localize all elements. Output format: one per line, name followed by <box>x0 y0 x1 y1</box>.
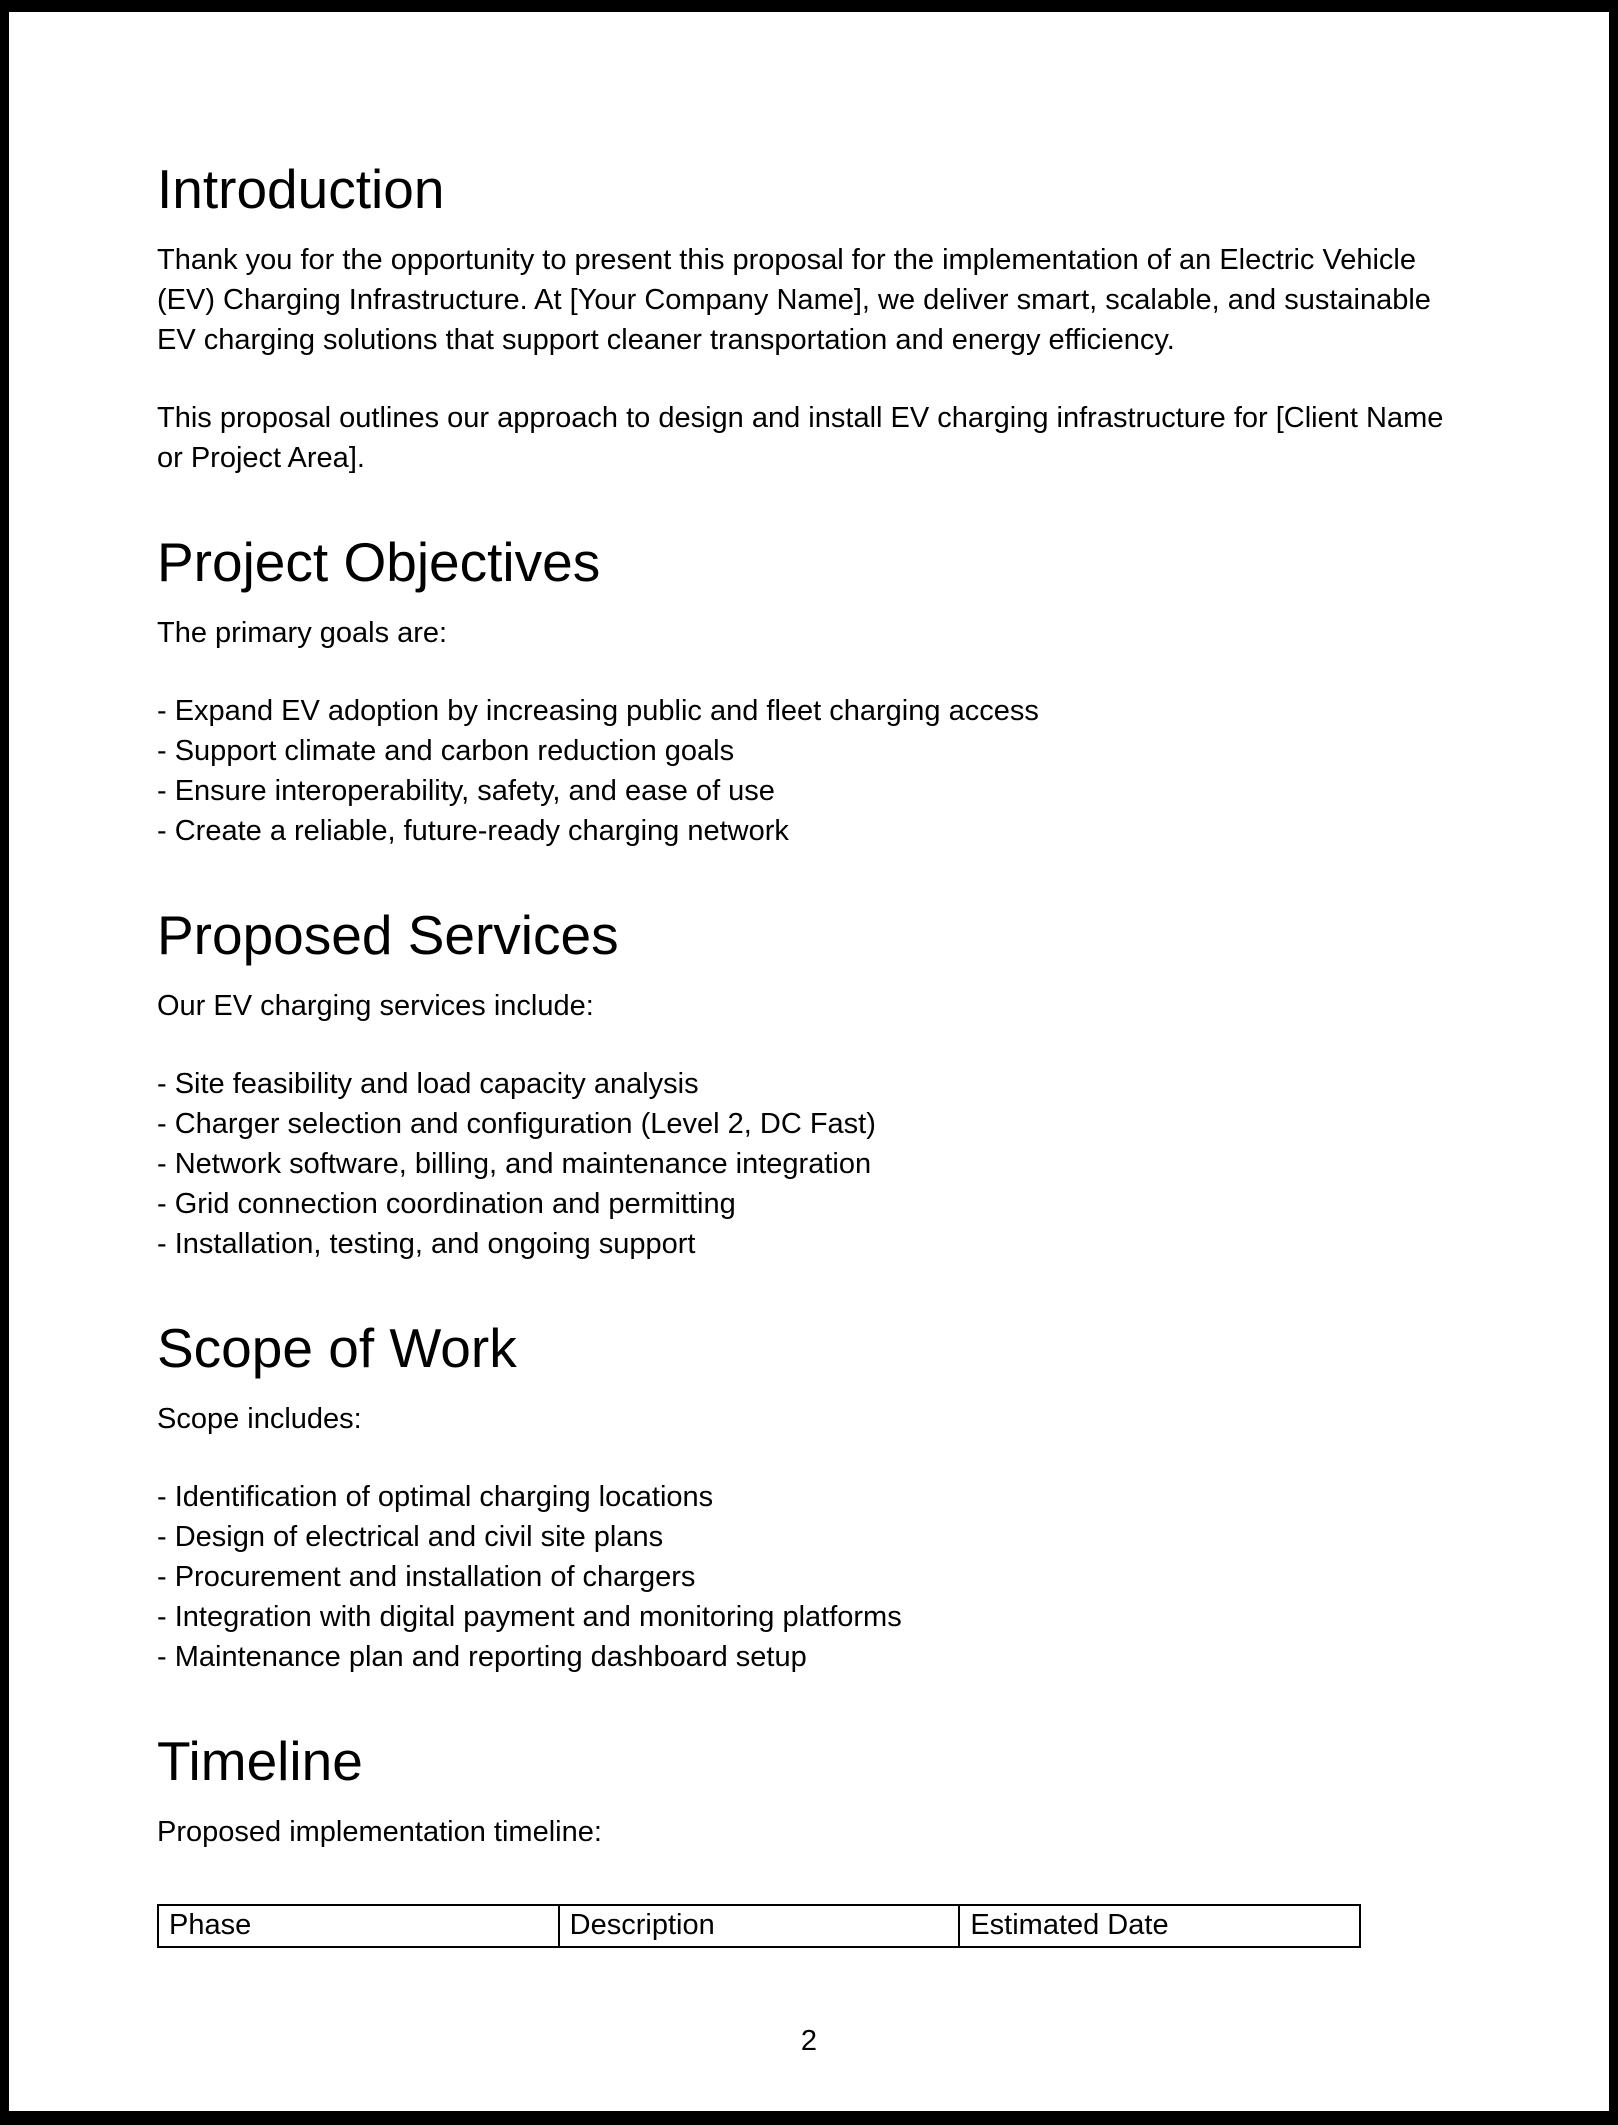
section-heading-proposed-services: Proposed Services <box>157 904 619 966</box>
services-list <box>157 1064 1459 1264</box>
section-heading-scope-of-work: Scope of Work <box>157 1317 517 1379</box>
list-item: - Ensure interoperability, safety, and ease of use <box>157 775 775 807</box>
blank-line <box>157 360 1459 398</box>
page-number: 2 <box>800 2025 818 2057</box>
section-intro-text: Scope includes: <box>157 1403 362 1435</box>
list-item: - Identification of optimal charging locations <box>157 1481 714 1513</box>
table-header-phase: Phase <box>158 1905 559 1947</box>
list-item: - Grid connection coordination and permitting <box>157 1188 736 1220</box>
list-item: - Maintenance plan and reporting dashboard setup <box>157 1641 807 1673</box>
list-item: - Site feasibility and load capacity analysis <box>157 1068 699 1100</box>
section-heading-project-objectives: Project Objectives <box>157 531 601 593</box>
list-item: - Integration with digital payment and monitoring platforms <box>157 1601 902 1633</box>
list-item: - Create a reliable, future-ready charging network <box>157 815 789 847</box>
blank-line <box>157 653 1459 691</box>
list-item: - Design of electrical and civil site plans <box>157 1521 664 1553</box>
objectives-list <box>157 691 1459 851</box>
paragraph: This proposal outlines our approach to design and install EV charging infrastructure for [Client Name or Project Area]. <box>157 402 1444 474</box>
section-proposed-services <box>157 903 1459 1264</box>
table-header-description: Description <box>559 1905 960 1947</box>
section-project-objectives <box>157 530 1459 851</box>
blank-line <box>157 1026 1459 1064</box>
section-introduction <box>157 157 1459 478</box>
section-intro-text: The primary goals are: <box>157 617 448 649</box>
timeline-table-header-row <box>158 1905 1360 1947</box>
list-item: - Charger selection and configuration (Level 2, DC Fast) <box>157 1108 876 1140</box>
section-heading-timeline: Timeline <box>157 1730 363 1792</box>
section-heading-introduction: Introduction <box>157 158 445 220</box>
section-intro-text: Our EV charging services include: <box>157 990 594 1022</box>
section-scope-of-work <box>157 1316 1459 1677</box>
section-intro-text: Proposed implementation timeline: <box>157 1816 602 1848</box>
list-item: - Expand EV adoption by increasing public and fleet charging access <box>157 695 1039 727</box>
paragraph: Thank you for the opportunity to present this proposal for the implementation of an Electric Vehicle (EV) Charging Infrastructure. At [Your Company Name], we deliver smart, scalable, and sustainable EV charging solutions that support cleaner transportation and energy efficiency. <box>157 244 1431 356</box>
list-item: - Procurement and installation of chargers <box>157 1561 696 1593</box>
list-item: - Support climate and carbon reduction goals <box>157 735 735 767</box>
list-item: - Installation, testing, and ongoing support <box>157 1228 696 1260</box>
scope-list <box>157 1477 1459 1677</box>
table-header-estimated-date: Estimated Date <box>959 1905 1360 1947</box>
blank-line <box>157 1439 1459 1477</box>
list-item: - Network software, billing, and maintenance integration <box>157 1148 872 1180</box>
section-timeline <box>157 1729 1459 1948</box>
timeline-table <box>157 1904 1361 1948</box>
